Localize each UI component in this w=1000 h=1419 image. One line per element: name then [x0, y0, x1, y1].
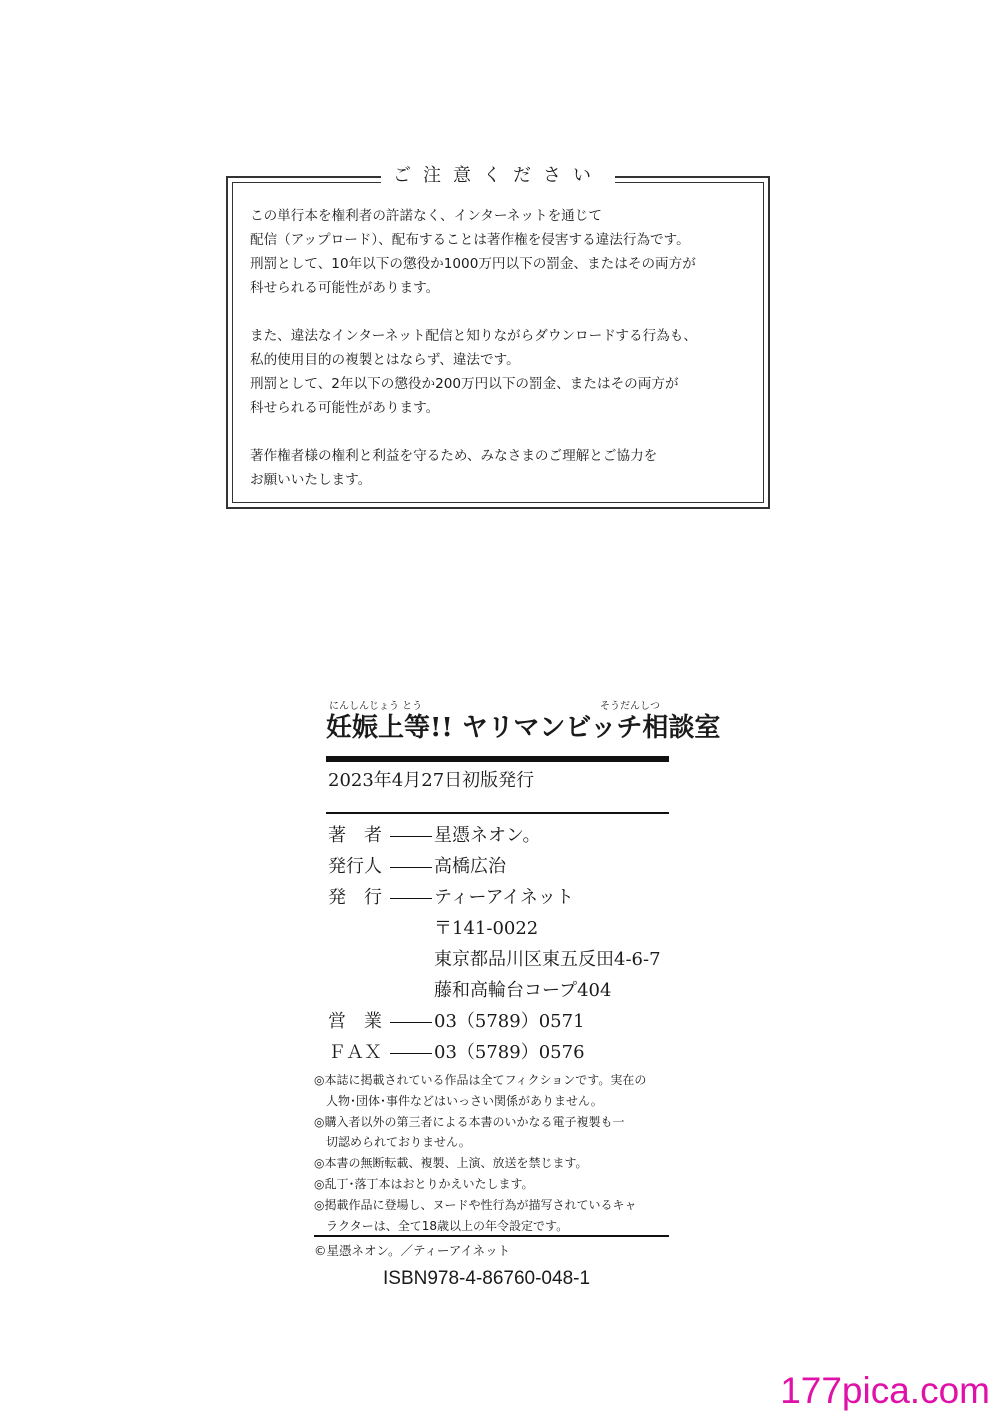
notice-line: 刑罰として、2年以下の懲役か200万円以下の罰金、またはその両方が	[250, 376, 679, 392]
note-line: ◎乱丁･落丁本はおとりかえいたします。	[314, 1176, 534, 1191]
credit-fax	[328, 1037, 661, 1068]
notice-line: また、違法なインターネット配信と知りながらダウンロードする行為も、	[250, 328, 697, 344]
publication-date: 2023年4月27日初版発行	[328, 770, 535, 791]
watermark: 177pica.com	[780, 1370, 990, 1411]
credit-postal	[328, 913, 661, 944]
legal-notes	[314, 1070, 646, 1236]
credit-dash	[390, 1053, 432, 1054]
credit-value: 03（5789）0571	[434, 1011, 585, 1032]
postal-code: 〒141-0022	[434, 918, 539, 939]
credit-label: ＦＡＸ	[328, 1042, 382, 1063]
copyright: ©星憑ネオン。／ティーアイネット	[314, 1243, 511, 1258]
title-rule	[326, 756, 669, 762]
notice-paragraph-1	[250, 204, 754, 300]
note-line: 切認められておりません。	[326, 1135, 471, 1150]
credit-value: 星憑ネオン。	[434, 825, 541, 846]
notice-line: 科せられる可能性があります。	[250, 400, 440, 416]
notice-body	[250, 204, 754, 516]
notice-line: 著作権者様の権利と利益を守るため、みなさまのご理解とご協力を	[250, 448, 658, 464]
credit-dash	[390, 898, 432, 899]
notice-line: 私的使用目的の複製とはならず、違法です。	[250, 352, 520, 368]
note-line: ◎購入者以外の第三者による本書のいかなる電子複製も一	[314, 1114, 625, 1129]
notice-paragraph-2	[250, 324, 754, 420]
date-rule	[326, 812, 669, 814]
notice-line: お願いいたします。	[250, 472, 372, 488]
credit-dash	[390, 1022, 432, 1023]
address-line: 東京都品川区東五反田4-6-7	[434, 949, 661, 970]
address-line: 藤和高輪台コープ404	[434, 980, 612, 1001]
credit-address-1	[328, 944, 661, 975]
credit-dash	[390, 836, 432, 837]
notice-paragraph-3	[250, 444, 754, 492]
note-line: ◎掲載作品に登場し、ヌードや性行為が描写されているキャ	[314, 1197, 637, 1212]
notes-rule	[314, 1235, 669, 1237]
note-line: 人物･団体･事件などはいっさい関係がありません。	[326, 1093, 603, 1108]
isbn: ISBN978-4-86760-048-1	[383, 1268, 591, 1289]
notice-line: 配信（アップロード）、配布することは著作権を侵害する違法行為です。	[250, 232, 690, 248]
notice-line: この単行本を権利者の許諾なく、インターネットを通じて	[250, 208, 602, 224]
note-line: ◎本書の無断転載、複製、上演、放送を禁じます。	[314, 1156, 588, 1171]
notice-box	[226, 165, 770, 509]
credit-address-2	[328, 975, 661, 1006]
title-ruby-right: そうだんしつ	[600, 701, 660, 712]
credit-publisher	[328, 882, 661, 913]
credit-label: 著 者	[328, 825, 382, 846]
credit-value: ティーアイネット	[434, 887, 574, 908]
credit-label: 発 行	[328, 887, 382, 908]
credit-dash	[390, 867, 432, 868]
credits	[328, 820, 661, 1068]
credit-value: 高橋広治	[434, 856, 506, 877]
credit-value: 03（5789）0576	[434, 1042, 585, 1063]
book-title: 妊娠上等!! ヤリマンビッチ相談室	[326, 713, 721, 743]
credit-publisher-person	[328, 851, 661, 882]
notice-line: 科せられる可能性があります。	[250, 280, 440, 296]
notice-line: 刑罰として、10年以下の懲役か1000万円以下の罰金、またはその両方が	[250, 256, 696, 272]
credit-label: 発行人	[328, 856, 382, 877]
title-ruby-left: にんしんじょう とう	[329, 701, 423, 712]
credit-label: 営 業	[328, 1011, 382, 1032]
note-line: ◎本誌に掲載されている作品は全てフィクションです。実在の	[314, 1073, 647, 1087]
notice-title: ご注意ください	[381, 161, 615, 187]
credit-author	[328, 820, 661, 851]
credit-sales	[328, 1006, 661, 1037]
note-line: ラクターは、全て18歳以上の年令設定です。	[326, 1218, 569, 1233]
